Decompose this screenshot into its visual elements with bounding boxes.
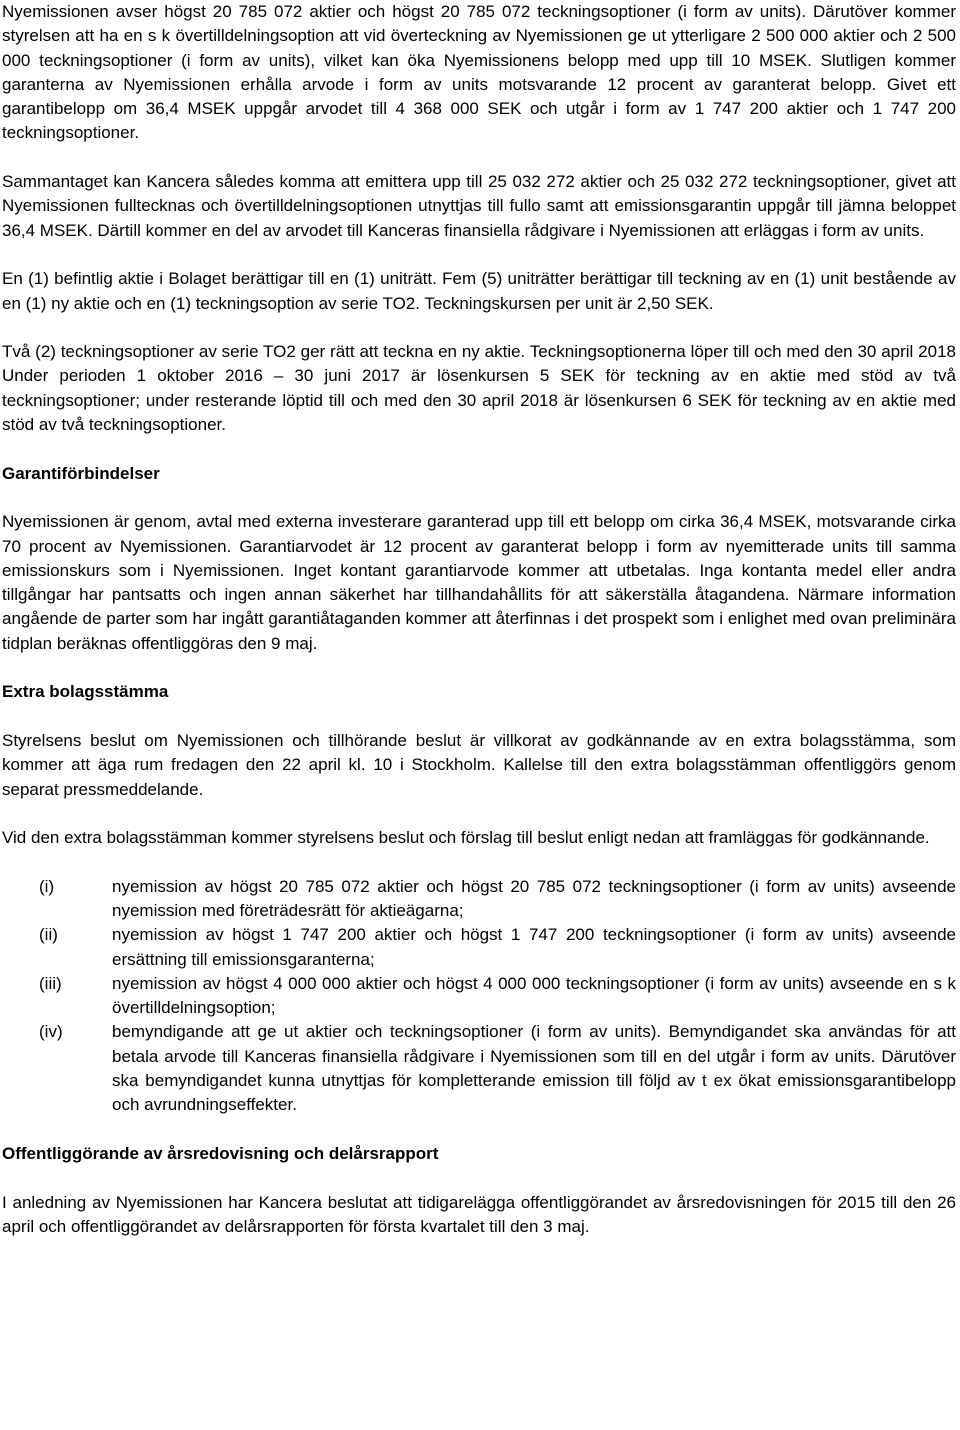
list-item (2, 923, 956, 972)
list-item-text: nyemission av högst 20 785 072 aktier och högst 20 785 072 teckningsoptioner (i form av units) avseende nyemission med företrädesrätt för aktieägarna; (112, 876, 956, 920)
heading-offentliggorande: Offentliggörande av årsredovisning och delårsrapport (2, 1143, 439, 1163)
list-item-text: bemyndigande att ge ut aktier och teckningsoptioner (i form av units). Bemyndigandet ska användas för att betala arvode till Kanceras finansiella rådgivare i Nyemissionen som till en del utgår i form av units. Därutöver ska bemyndigandet kunna utnyttjas för kompletterande emission till följd av t ex ökat emissionsgarantibelopp och avrundningseffekter. (112, 1022, 956, 1115)
list-marker: (i) (39, 876, 55, 896)
list-item (2, 972, 956, 1021)
list-item (2, 875, 956, 924)
list-marker: (iv) (39, 1022, 63, 1042)
paragraph-nyemission-scope: Nyemissionen avser högst 20 785 072 aktier och högst 20 785 072 teckningsoptioner (i form av units). Därutöver kommer styrelsen att ha en s k övertilldelningsoption att vid överteckning av Nyemissionen ge ut ytterligare 2 500 000 aktier och 2 500 000 teckningsoptioner (i form av units), vilket kan öka Nyemissionens belopp med upp till 10 MSEK. Slutligen kommer garanterna av Nyemissionen erhålla arvode i form av units motsvarande 12 procent av garanterat belopp. Givet ett garantibelopp om 36,4 MSEK uppgår arvodet till 4 368 000 SEK och utgår i form av 1 747 200 aktier och 1 747 200 teckningsoptioner. (2, 2, 956, 143)
paragraph-egm-proposals: Vid den extra bolagsstämman kommer styrelsens beslut och förslag till beslut enligt nedan att framläggas för godkännande. (2, 828, 930, 848)
heading-garantiforbindelser: Garantiförbindelser (2, 463, 160, 483)
paragraph-guarantee: Nyemissionen är genom, avtal med externa investerare garanterad upp till ett belopp om cirka 36,4 MSEK, motsvarande cirka 70 procent av Nyemissionen. Garantiarvodet är 12 procent av garanterat belopp i form av nyemitterade units till samma emissionskurs som i Nyemissionen. Inget kontant garantiarvode kommer att utbetalas. Inga kontanta medel eller andra tillgångar har pantsatts och ingen annan säkerhet har tillhandahållits för att säkerställa åtagandena. Närmare information angående de parter som har ingått garantiåtaganden kommer att återfinnas i det prospekt som i enlighet med ovan preliminära tidplan beräknas offentliggöras den 9 maj. (2, 512, 956, 653)
list-marker: (iii) (39, 973, 62, 993)
paragraph-warrants: Två (2) teckningsoptioner av serie TO2 ger rätt att teckna en ny aktie. Teckningsoptionerna löper till och med den 30 april 2018 Under perioden 1 oktober 2016 – 30 juni 2017 är lösenkursen 5 SEK för teckning av en aktie med stöd av två teckningsoptioner; under resterande löptid till och med den 30 april 2018 är lösenkursen 6 SEK för teckning av en aktie med stöd av två teckningsoptioner. (2, 342, 956, 435)
paragraph-total-issuance: Sammantaget kan Kancera således komma att emittera upp till 25 032 272 aktier och 25 032 272 teckningsoptioner, givet att Nyemissionen fulltecknas och övertilldelningsoptionen utnyttjas till fullo samt att emissionsgarantin uppgår till jämna beloppet 36,4 MSEK. Därtill kommer en del av arvodet till Kanceras finansiella rådgivare i Nyemissionen att erläggas i form av units. (2, 172, 956, 240)
list-item (2, 1020, 956, 1117)
list-item-text: nyemission av högst 4 000 000 aktier och högst 4 000 000 teckningsoptioner (i form av units) avseende en s k övertilldelningsoption; (112, 973, 956, 1018)
proposal-list (2, 875, 956, 1118)
list-marker: (ii) (39, 925, 58, 945)
heading-extra-bolagsstamma: Extra bolagsstämma (2, 682, 169, 702)
list-item-text: nyemission av högst 1 747 200 aktier och högst 1 747 200 teckningsoptioner (i form av units) avseende ersättning till emissionsgaranterna; (112, 925, 956, 969)
paragraph-annual-report: I anledning av Nyemissionen har Kancera beslutat att tidigarelägga offentliggörandet av årsredovisningen för 2015 till den 26 april och offentliggörandet av delårsrapporten för första kvartalet till den 3 maj. (2, 1192, 956, 1236)
paragraph-egm-condition: Styrelsens beslut om Nyemissionen och tillhörande beslut är villkorat av godkännande av en extra bolagsstämma, som kommer att äga rum fredagen den 22 april kl. 10 i Stockholm. Kallelse till den extra bolagsstämman offentliggörs genom separat pressmeddelande. (2, 730, 956, 799)
paragraph-unit-rights: En (1) befintlig aktie i Bolaget berättigar till en (1) uniträtt. Fem (5) uniträtter berättigar till teckning av en (1) unit bestående av en (1) ny aktie och en (1) teckningsoption av serie TO2. Teckningskursen per unit är 2,50 SEK. (2, 269, 956, 313)
